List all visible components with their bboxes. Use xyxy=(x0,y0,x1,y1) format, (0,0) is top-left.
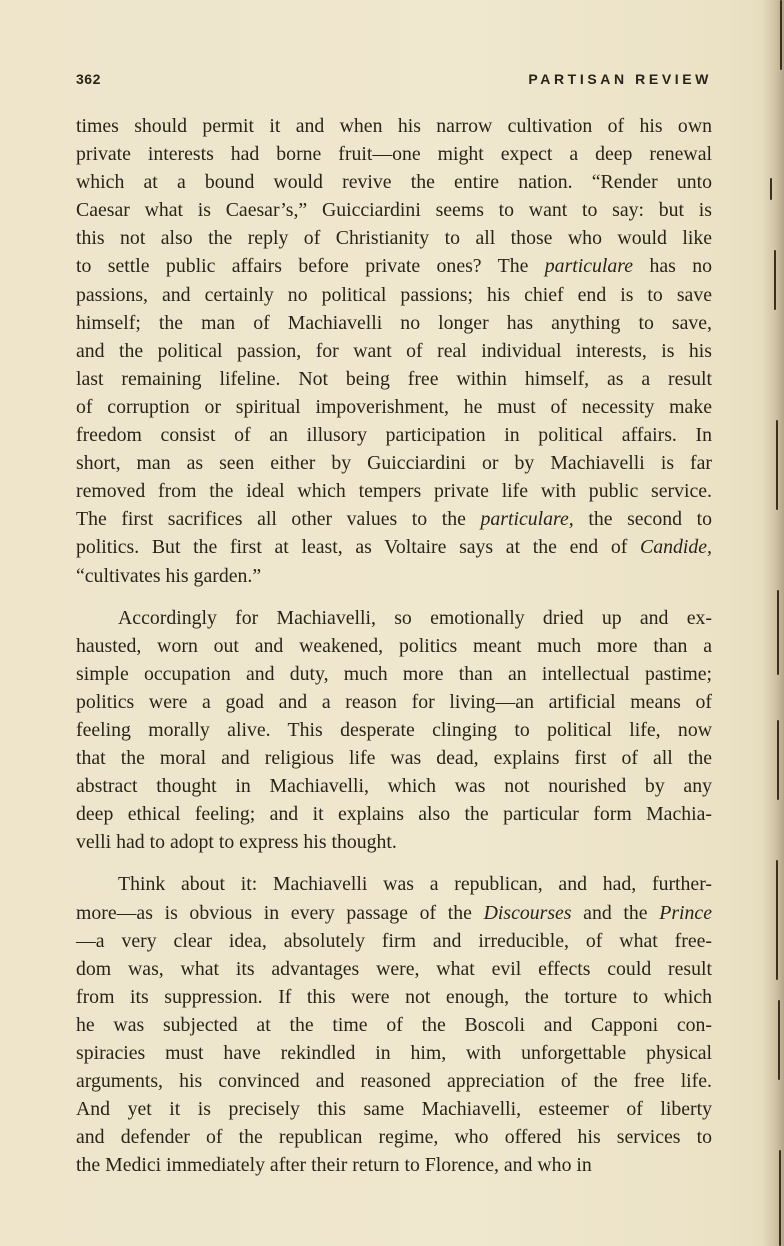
paragraph-gap xyxy=(76,856,712,870)
paragraph xyxy=(76,112,712,590)
text-line: that the moral and religious life was dead, explains first of all the xyxy=(76,747,712,770)
text-line: arguments, his convinced and reasoned appreciation of the free life. xyxy=(76,1070,712,1093)
text-line: “cultivates his garden.” xyxy=(76,564,262,587)
text-line: which at a bound would revive the entire nation. “Render unto xyxy=(76,171,712,194)
spine-mark xyxy=(780,0,782,70)
spine-mark xyxy=(776,420,778,510)
text-line: Caesar what is Caesar’s,” Guicciardini seems to want to say: but is xyxy=(76,199,712,222)
text-line: this not also the reply of Christianity to all those who would like xyxy=(76,227,712,250)
text-line: of corruption or spiritual impoverishment, he must of necessity make xyxy=(76,395,712,418)
text-line: —a very clear idea, absolutely firm and irreducible, of what free- xyxy=(76,929,712,952)
spine-mark xyxy=(778,1000,780,1080)
spine-mark xyxy=(770,178,772,200)
text-line: from its suppression. If this were not enough, the torture to which xyxy=(76,985,712,1008)
spine-mark xyxy=(777,590,779,675)
paragraph xyxy=(76,870,712,1179)
text-line: politics. But the first at least, as Voltaire says at the end of Candide, xyxy=(76,536,712,559)
text-line: to settle public affairs before private ones? The particulare has no xyxy=(76,255,713,278)
text-line: last remaining lifeline. Not being free within himself, as a result xyxy=(76,367,712,390)
text-line: hausted, worn out and weakened, politics meant much more than a xyxy=(76,634,712,657)
spine-mark xyxy=(777,720,779,800)
italic-title: particulare, xyxy=(480,508,574,531)
text-line: more—as is obvious in every passage of the Discourses and the Prince xyxy=(76,901,712,924)
text-line: and the political passion, for want of real individual interests, is his xyxy=(76,339,712,362)
text-line: feeling morally alive. This desperate clinging to political life, now xyxy=(76,718,712,741)
text-line: The first sacrifices all other values to the particulare, the second to xyxy=(76,508,712,531)
text-line: spiracies must have rekindled in him, with unforgettable physical xyxy=(76,1042,712,1064)
text-line: dom was, what its advantages were, what evil effects could result xyxy=(76,957,712,980)
page-number: 362 xyxy=(76,71,101,87)
text-line: the Medici immediately after their return to Florence, and who in xyxy=(76,1154,592,1177)
text-line: politics were a goad and a reason for living—an artificial means of xyxy=(76,690,712,713)
text-line: times should permit it and when his narrow cultivation of his own xyxy=(76,115,712,137)
italic-title: Prince xyxy=(659,901,712,924)
running-head: PARTISAN REVIEW xyxy=(528,71,712,87)
spine-mark xyxy=(776,860,778,980)
text-line: deep ethical feeling; and it explains also the particular form Machia- xyxy=(76,803,712,826)
page-header xyxy=(76,71,712,91)
text-line: he was subjected at the time of the Boscoli and Capponi con- xyxy=(76,1013,712,1036)
page-spine-shadow xyxy=(762,0,784,1246)
italic-title: Discourses xyxy=(483,901,572,924)
text-line: removed from the ideal which tempers private life with public service. xyxy=(76,480,712,503)
text-line: Accordingly for Machiavelli, so emotionally dried up and ex- xyxy=(118,606,712,629)
text-line: abstract thought in Machiavelli, which was not nourished by any xyxy=(76,775,712,798)
text-line: short, man as seen either by Guicciardini or by Machiavelli is far xyxy=(76,452,712,475)
text-line: himself; the man of Machiavelli no longer has anything to save, xyxy=(76,311,712,334)
paragraph-gap xyxy=(76,590,712,604)
italic-title: Candide, xyxy=(640,536,712,559)
italic-title: particulare xyxy=(544,255,634,278)
text-line: and defender of the republican regime, who offered his services to xyxy=(76,1126,712,1149)
spine-mark xyxy=(774,250,776,310)
text-line: private interests had borne fruit—one might expect a deep renewal xyxy=(76,143,712,166)
text-line: passions, and certainly no political passions; his chief end is to save xyxy=(76,283,712,306)
spine-mark xyxy=(779,1150,781,1246)
text-line: And yet it is precisely this same Machiavelli, esteemer of liberty xyxy=(76,1098,712,1121)
text-line: simple occupation and duty, much more than an intellectual pastime; xyxy=(76,662,712,685)
text-line: Think about it: Machiavelli was a republican, and had, further- xyxy=(118,873,712,896)
text-line: velli had to adopt to express his thought. xyxy=(76,831,397,854)
paragraph xyxy=(76,604,712,857)
text-line: freedom consist of an illusory participation in political affairs. In xyxy=(76,424,712,447)
body-text xyxy=(76,112,712,1179)
